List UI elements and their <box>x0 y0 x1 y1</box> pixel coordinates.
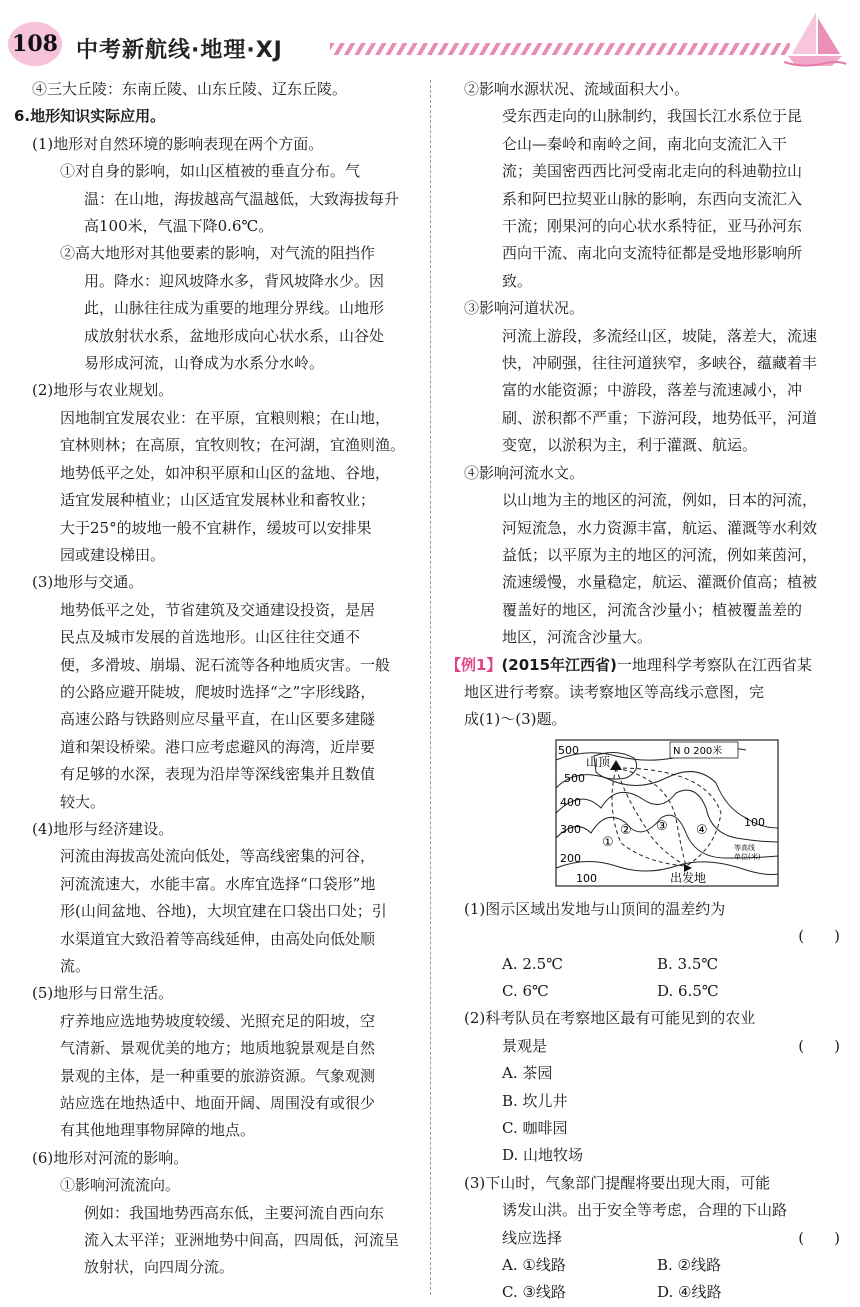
route-4-label: ④ <box>696 822 708 838</box>
text-line: 因地制宜发展农业：在平原，宜粮则粮；在山地， <box>60 408 391 427</box>
text-line: ①对自身的影响，如山区植被的垂直分布。气 <box>60 162 361 181</box>
text-line: 适宜发展种植业；山区适宜发展林业和畜牧业； <box>60 491 376 510</box>
answer-option[interactable]: D. ④线路 <box>657 1283 722 1302</box>
text-line: 形(山间盆地、谷地)，大坝宜建在口袋出口处；引 <box>60 902 387 921</box>
scale-label: N 0 200米 <box>673 745 723 757</box>
text-line: 变宽，以淤积为主，利于灌溉、航运。 <box>502 436 758 455</box>
question-stem: 诱发山洪。出于安全等考虑，合理的下山路 <box>502 1201 788 1220</box>
text-line: 有足够的水深，表现为沿岸等深线密集并且数值 <box>60 765 376 784</box>
answer-option[interactable]: B. 坎儿井 <box>502 1091 568 1110</box>
text-line: 民点及城市发展的首选地形。山区往往交通不 <box>60 628 361 647</box>
text-line: 高100米，气温下降0.6℃。 <box>84 217 274 236</box>
text-line: 景观的主体，是一种重要的旅游资源。气象观测 <box>60 1066 376 1085</box>
contour-label: 500 <box>558 743 579 757</box>
page-number: 108 <box>12 31 58 57</box>
question-stem: (2)科考队员在考察地区最有可能见到的农业 <box>464 1009 756 1028</box>
text-line: 放射状，向四周分流。 <box>84 1258 235 1277</box>
contour-label: 100 <box>576 871 597 885</box>
text-line: 例如：我国地势西高东低，主要河流自西向东 <box>84 1203 385 1222</box>
contour-map <box>546 738 786 890</box>
text-line: (3)地形与交通。 <box>32 573 144 592</box>
route-2-label: ② <box>620 822 632 838</box>
text-line: (5)地形与日常生活。 <box>32 984 174 1003</box>
left-column <box>14 76 424 1282</box>
option-row <box>446 1060 850 1087</box>
text-line: 宜林则林；在高原，宜牧则牧；在河湖，宜渔则渔。 <box>60 436 406 455</box>
text-line: 园或建设梯田。 <box>60 545 166 564</box>
text-line: 6.地形知识实际应用。 <box>14 107 166 126</box>
text-line: 河流由海拔高处流向低处，等高线密集的河谷， <box>60 847 376 866</box>
text-line: 覆盖好的地区，河流含沙量小；植被覆盖差的 <box>502 600 803 619</box>
text-line: 西向干流、南北向支流特征都是受地形影响所 <box>502 244 803 263</box>
text-line: 以山地为主的地区的河流，例如，日本的河流， <box>502 491 818 510</box>
text-line: 气清新、景观优美的地方；地质地貌景观是自然 <box>60 1039 376 1058</box>
answer-bracket: ( ) <box>798 1228 840 1247</box>
contour-label: 200 <box>560 851 581 865</box>
river-influence-section <box>446 76 850 652</box>
text-line: 大于25°的坡地一般不宜耕作，缓坡可以安排果 <box>60 518 372 537</box>
option-row <box>446 1252 850 1279</box>
answer-option[interactable]: C. 6℃ <box>502 981 549 1000</box>
answer-bracket: ( ) <box>798 927 840 946</box>
answer-option[interactable]: C. 咖啡园 <box>502 1119 568 1137</box>
right-column <box>446 76 850 1307</box>
text-line: 富的水能资源；中游段，落差与流速减小，冲 <box>502 381 803 400</box>
text-line: 疗养地应选地势坡度较缓、光照充足的阳坡，空 <box>60 1011 376 1030</box>
text-line: 用。降水：迎风坡降水多，背风坡降水少。因 <box>84 271 385 290</box>
text-line: (2)地形与农业规划。 <box>32 381 174 400</box>
text-line: ①影响河流流向。 <box>60 1176 181 1195</box>
text-line: 干流；刚果河的向心状水系特征，亚马孙河东 <box>502 217 803 236</box>
text-line: ③影响河道状况。 <box>464 299 585 318</box>
answer-option[interactable]: C. ③线路 <box>502 1283 566 1302</box>
question-stem: 线应选择 ( ) <box>446 1225 850 1252</box>
option-row <box>446 1115 850 1142</box>
example-source: (2015年江西省) <box>501 655 617 674</box>
question-stem: (1)图示区域出发地与山顶间的温差约为 <box>464 899 726 918</box>
example-line: 地区进行考察。读考察地区等高线示意图，完 <box>464 682 765 701</box>
text-line: 流入太平洋；亚洲地势中间高，四周低，河流呈 <box>84 1231 400 1250</box>
series-title: 中考新航线·地理·XJ <box>76 38 283 63</box>
route-1-label: ① <box>602 834 614 850</box>
summit-label: 山顶 <box>586 754 611 769</box>
start-label: 出发地 <box>670 870 707 885</box>
text-line: 高速公路与铁路则应尽量平直，在山区要多建隧 <box>60 710 376 729</box>
text-line: 此，山脉往往成为重要的地理分界线。山地形 <box>84 299 385 318</box>
example-text: 一地理科学考察队在江西省某 <box>616 655 812 674</box>
text-line: 流。 <box>60 957 91 975</box>
text-line: 流速缓慢，水量稳定，航运、灌溉价值高；植被 <box>502 573 818 592</box>
text-line: ④三大丘陵：东南丘陵、山东丘陵、辽东丘陵。 <box>32 80 348 98</box>
text-line: 快，冲刷强，往往河道狭窄，多峡谷，蕴藏着丰 <box>502 354 818 373</box>
text-line: 致。 <box>502 271 533 290</box>
text-line: 站应选在地热适中、地面开阔、周围没有或很少 <box>60 1094 376 1113</box>
text-line: (6)地形对河流的影响。 <box>32 1148 189 1167</box>
contour-label: 400 <box>560 795 581 809</box>
answer-option[interactable]: B. ②线路 <box>657 1256 722 1275</box>
option-row <box>446 1142 850 1169</box>
answer-option[interactable]: A. 2.5℃ <box>502 954 564 973</box>
answer-option[interactable]: A. 茶园 <box>502 1064 553 1083</box>
text-line: 易形成河流，山脊成为水系分水岭。 <box>84 354 325 373</box>
text-line: 仑山—秦岭和南岭之间，南北向支流汇入干 <box>502 134 788 153</box>
text-line: 河短流急，水力资源丰富，航运、灌溉等水利效 <box>502 518 818 537</box>
answer-bracket: ( ) <box>798 1036 840 1055</box>
question-list <box>446 896 850 1307</box>
text-line: ②影响水源状况、流域面积大小。 <box>464 80 690 98</box>
text-line: ②高大地形对其他要素的影响，对气流的阻挡作 <box>60 244 376 263</box>
page-number-badge <box>8 22 62 66</box>
contour-label: 100 <box>744 815 765 829</box>
option-row <box>446 1088 850 1115</box>
answer-option[interactable]: D. 6.5℃ <box>657 981 719 1000</box>
option-row <box>446 951 850 978</box>
question-stem: 景观是 ( ) <box>446 1033 850 1060</box>
text-line: 受东西走向的山脉制约，我国长江水系位于昆 <box>502 107 803 126</box>
text-line: 地势低平之处，如冲积平原和山区的盆地、谷地， <box>60 463 391 482</box>
question-stem: (3)下山时，气象部门提醒将要出现大雨，可能 <box>464 1173 771 1192</box>
text-line: 水渠道宜大致沿着等高线延伸，由高处向低处顺 <box>60 929 376 948</box>
answer-option[interactable]: D. 山地牧场 <box>502 1146 584 1165</box>
text-line: 的公路应避开陡坡，爬坡时选择“之”字形线路， <box>60 682 376 701</box>
option-row <box>446 978 850 1005</box>
sailboat-icon <box>782 8 848 70</box>
answer-option[interactable]: B. 3.5℃ <box>657 954 719 973</box>
text-line: 成放射状水系，盆地形成向心状水系，山谷处 <box>84 326 385 345</box>
text-line: 地区，河流含沙量大。 <box>502 628 653 647</box>
text-line: (1)地形对自然环境的影响表现在两个方面。 <box>32 134 324 153</box>
text-line: 便，多滑坡、崩塌、泥石流等各种地质灾害。一般 <box>60 655 391 674</box>
text-line: 刷、淤积都不严重；下游河段，地势低平，河道 <box>502 408 818 427</box>
text-line: 道和架设桥梁。港口应考虑避风的海湾，近岸要 <box>60 737 376 756</box>
text-line: ④影响河流水文。 <box>464 463 585 482</box>
header-stripe <box>330 43 790 55</box>
example-line <box>446 652 850 679</box>
page-header <box>0 0 860 70</box>
answer-bracket-line <box>446 923 850 950</box>
text-line: 地势低平之处，节省建筑及交通建设投资，是居 <box>60 600 376 619</box>
text-line: 有其他地理事物屏障的地点。 <box>60 1121 256 1140</box>
text-line: 较大。 <box>60 792 106 811</box>
text-line: 益低；以平原为主的地区的河流，例如莱茵河， <box>502 545 818 564</box>
route-3-label: ③ <box>656 818 668 834</box>
text-line: 河流上游段，多流经山区，坡陡，落差大，流速 <box>502 326 818 345</box>
answer-option[interactable]: A. ①线路 <box>502 1256 566 1275</box>
contour-label: 300 <box>560 822 581 836</box>
text-line: 河流流速大，水能丰富。水库宜选择“口袋形”地 <box>60 874 376 893</box>
legend-label: 等高线单位(米) <box>734 843 761 861</box>
contour-label: 500 <box>564 771 585 785</box>
example-line: 成(1)～(3)题。 <box>464 710 567 729</box>
column-divider <box>430 80 431 1295</box>
text-line: 系和阿巴拉契亚山脉的影响，东西向支流汇入 <box>502 189 803 208</box>
example-tag: 【例1】 <box>446 655 502 674</box>
text-line: (4)地形与经济建设。 <box>32 819 174 838</box>
text-line: 流；美国密西西比河受南北走向的科迪勒拉山 <box>502 162 803 181</box>
text-line: 温：在山地，海拔越高气温越低，大致海拔每升 <box>84 189 400 208</box>
